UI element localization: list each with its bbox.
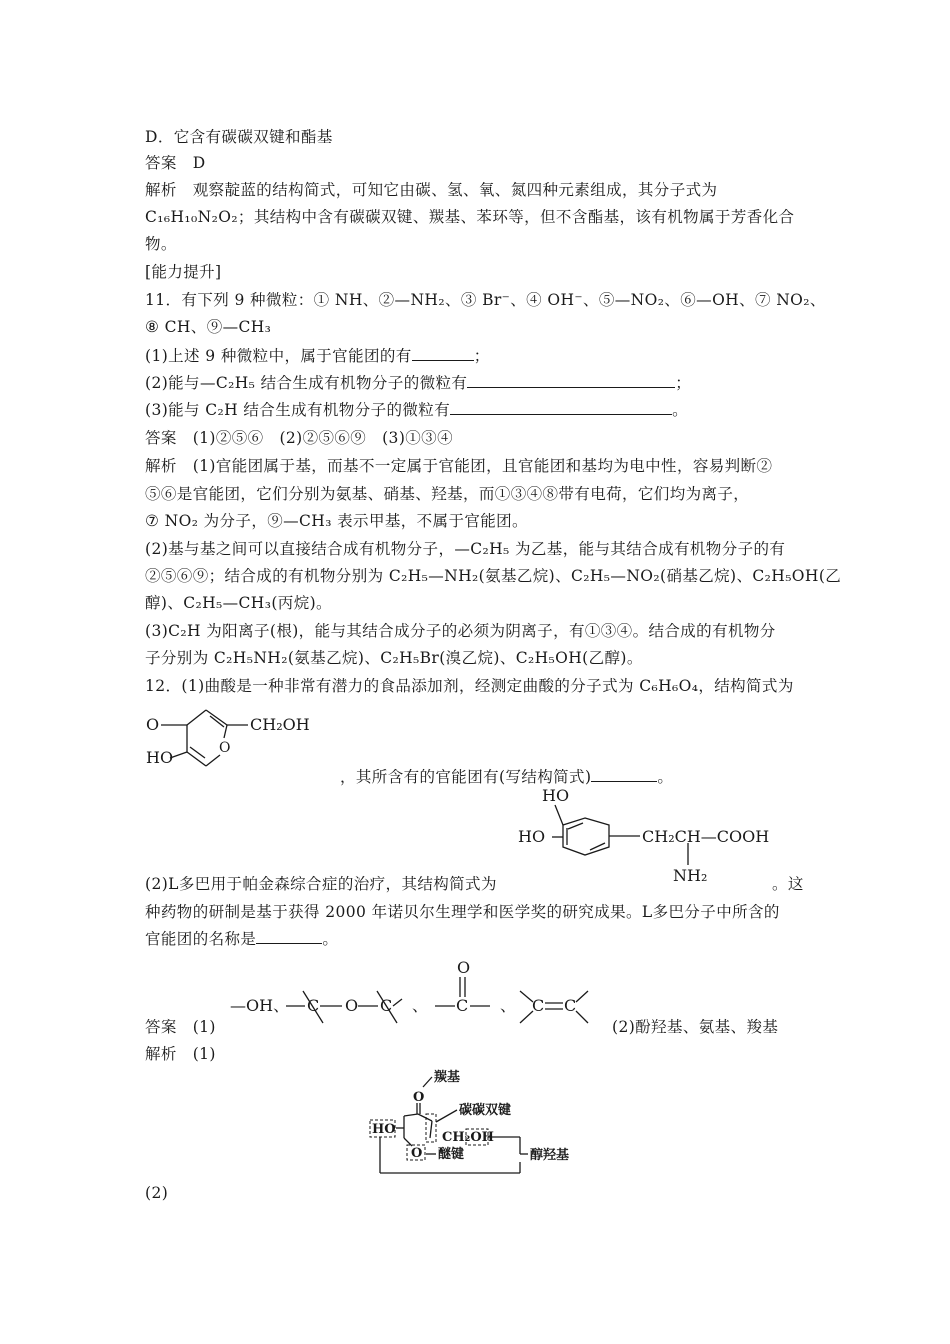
ans-sep1: 、 bbox=[412, 996, 429, 1015]
dopa-chain-label: CH₂CH—COOH bbox=[642, 827, 770, 846]
question-12-part2-line2: 种药物的研制是基于获得 2000 年诺贝尔生理学和医学奖的研究成果。L多巴分子中所含的 bbox=[145, 903, 780, 921]
analysis-10-line1: 解析 观察靛蓝的结构简式，可知它由碳、氢、氧、氮四种元素组成，其分子式为 bbox=[145, 181, 718, 199]
question-12-part1: ，其所含有的官能团有(写结构简式) 。 bbox=[340, 768, 674, 786]
analysis-11-line3: ⑦ NO₂ 为分子，⑨—CH₃ 表示甲基，不属于官能团。 bbox=[145, 512, 528, 530]
analysis-11-line5: ②⑤⑥⑨；结合成的有机物分别为 C₂H₅—NH₂(氨基乙烷)、C₂H₅—NO₂(硝基乙烷)、C₂H₅OH(乙 bbox=[145, 567, 842, 585]
benzene-ring bbox=[563, 818, 609, 855]
dopa-nh2-label: NH₂ bbox=[673, 866, 708, 885]
answer-12-part2: (2)酚羟基、氨基、羧基 bbox=[612, 1018, 779, 1036]
l-dopa-structure bbox=[510, 785, 790, 895]
question-11-part3: (3)能与 C₂H 结合生成有机物分子的微粒有 。 bbox=[145, 401, 689, 419]
kojic-ring-o-label: O bbox=[219, 740, 231, 756]
an-o-top: O bbox=[413, 1090, 425, 1105]
ans-c4: C bbox=[532, 996, 545, 1015]
ans-c1: C bbox=[307, 996, 320, 1015]
question-12-part2-end: 。这 bbox=[772, 875, 804, 893]
an-ch2oh: CH₂OH bbox=[442, 1130, 494, 1145]
kojic-ch2oh-label: CH₂OH bbox=[250, 715, 310, 734]
answer-blank[interactable] bbox=[256, 929, 322, 944]
answer-12-structures bbox=[220, 955, 610, 1045]
analysis-11-line6: 醇)、C₂H₅—CH₃(丙烷)。 bbox=[145, 594, 332, 612]
section-heading: [能力提升] bbox=[145, 263, 222, 281]
label-cc-double: 碳碳双键 bbox=[459, 1103, 512, 1118]
label-alcohol-hydroxyl: 醇羟基 bbox=[530, 1148, 570, 1163]
annotated-kojic-acid-diagram bbox=[360, 1066, 600, 1181]
question-12-line1: 12．(1)曲酸是一种非常有潜力的食品添加剂，经测定曲酸的分子式为 C₆H₆O₄，结构简式为 bbox=[145, 677, 794, 695]
ans-o-top: O bbox=[457, 958, 471, 977]
ans-c5: C bbox=[564, 996, 577, 1015]
an-ho: HO bbox=[372, 1122, 396, 1137]
kojic-ho-label: HO bbox=[146, 748, 174, 767]
question-12-part2-line1: (2)L多巴用于帕金森综合症的治疗，其结构简式为 bbox=[145, 875, 497, 893]
dopa-ho-left-label: HO bbox=[518, 827, 546, 846]
analysis-10-line3: 物。 bbox=[145, 235, 177, 253]
question-12-part2-line3: 官能团的名称是 。 bbox=[145, 930, 339, 948]
option-d: D．它含有碳碳双键和酯基 bbox=[145, 128, 333, 146]
question-11-part1: (1)上述 9 种微粒中，属于官能团的有 ； bbox=[145, 347, 490, 365]
analysis-11-line1: 解析 (1)官能团属于基，而基不一定属于官能团，且官能团和基均为电中性，容易判断② bbox=[145, 457, 773, 475]
answer-12-label: 答案 (1) bbox=[145, 1018, 216, 1036]
answer-blank[interactable] bbox=[450, 400, 672, 415]
label-carbonyl: 羰基 bbox=[434, 1070, 461, 1085]
ans-o-ester: O bbox=[345, 996, 359, 1015]
analysis-11-line8: 子分别为 C₂H₅NH₂(氨基乙烷)、C₂H₅Br(溴乙烷)、C₂H₅OH(乙醇)。 bbox=[145, 649, 643, 667]
question-11-line2: ⑧ CH、⑨—CH₃ bbox=[145, 318, 272, 336]
analysis-10-line2: C₁₆H₁₀N₂O₂；其结构中含有碳碳双键、羰基、苯环等，但不含酯基，该有机物属于芳香化合 bbox=[145, 208, 795, 226]
kojic-acid-structure bbox=[140, 700, 340, 780]
analysis-11-line2: ⑤⑥是官能团，它们分别为氨基、硝基、羟基，而①③④⑧带有电荷，它们均为离子， bbox=[145, 485, 750, 503]
dopa-ho-top-label: HO bbox=[542, 786, 570, 805]
ans-oh: —OH、 bbox=[230, 996, 290, 1015]
analysis-12-part2-label: (2) bbox=[145, 1184, 169, 1202]
label-ether: 醚键 bbox=[438, 1147, 465, 1162]
ans-c3: C bbox=[456, 996, 469, 1015]
analysis-12-label: 解析 (1) bbox=[145, 1045, 216, 1063]
answer-blank[interactable] bbox=[467, 373, 675, 388]
answer-blank[interactable] bbox=[591, 767, 657, 782]
ans-c2: C bbox=[380, 996, 393, 1015]
answer-10: 答案 D bbox=[145, 154, 206, 172]
ans-sep2: 、 bbox=[500, 996, 517, 1015]
answer-blank[interactable] bbox=[412, 346, 474, 361]
answer-11: 答案 (1)②⑤⑥ (2)②⑤⑥⑨ (3)①③④ bbox=[145, 429, 453, 447]
analysis-11-line4: (2)基与基之间可以直接结合成有机物分子，—C₂H₅ 为乙基，能与其结合成有机物分子的有 bbox=[145, 540, 786, 558]
an-o-ring: O bbox=[411, 1146, 423, 1161]
question-11-part2: (2)能与—C₂H₅ 结合生成有机物分子的微粒有 ； bbox=[145, 374, 692, 392]
analysis-11-line7: (3)C₂H 为阳离子(根)，能与其结合成分子的必须为阴离子，有①③④。结合成的有机物分 bbox=[145, 622, 776, 640]
question-11-line1: 11．有下列 9 种微粒：① NH、②—NH₂、③ Br⁻、④ OH⁻、⑤—NO₂、⑥—OH、⑦ NO₂、 bbox=[145, 291, 826, 309]
kojic-o-label: O bbox=[146, 715, 160, 734]
